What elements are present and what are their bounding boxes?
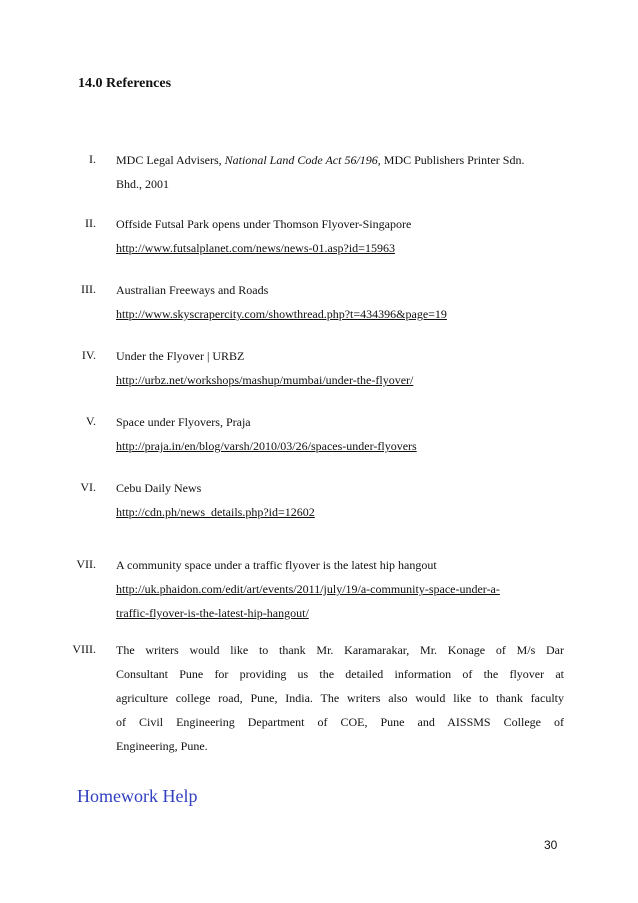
- homework-help-link[interactable]: Homework Help: [77, 786, 198, 806]
- reference-line: [116, 666, 564, 690]
- reference-number: IV.: [81, 348, 96, 362]
- reference-number: I.: [89, 152, 96, 166]
- reference-text: [116, 557, 564, 629]
- reference-line: [116, 714, 564, 738]
- reference-text-fragment: Bhd., 2001: [116, 177, 170, 191]
- reference-line: [116, 504, 564, 528]
- reference-text-fragment: agriculture college road, Pune, India. The writers also would like to thank faculty: [116, 691, 564, 705]
- reference-number: VIII.: [72, 642, 96, 656]
- reference-line: [116, 176, 564, 200]
- reference-text-fragment: Australian Freeways and Roads: [116, 283, 269, 297]
- reference-line: [116, 738, 564, 762]
- reference-line: [116, 557, 564, 581]
- reference-text-fragment: Engineering, Pune.: [116, 739, 208, 753]
- reference-url-link[interactable]: http://urbz.net/workshops/mashup/mumbai/under-the-flyover/: [116, 373, 414, 387]
- reference-text: [116, 480, 564, 528]
- section-heading: 14.0 References: [78, 76, 172, 91]
- page-number: 30: [544, 838, 558, 852]
- reference-text-fragment: MDC Legal Advisers,: [116, 153, 225, 167]
- reference-text-fragment: of Civil Engineering Department of COE, Pune and AISSMS College of: [116, 715, 564, 729]
- reference-text-fragment: The writers would like to thank Mr. Karamarakar, Mr. Konage of M/s Dar: [116, 643, 564, 657]
- reference-text-fragment: A community space under a traffic flyover is the latest hip hangout: [116, 558, 437, 572]
- reference-line: [116, 642, 564, 666]
- reference-text-fragment: Consultant Pune for providing us the detailed information of the flyover at: [116, 667, 564, 681]
- reference-line: [116, 240, 564, 264]
- reference-text-fragment: , MDC Publishers Printer Sdn.: [377, 153, 525, 167]
- reference-number: II.: [85, 216, 96, 230]
- reference-line: [116, 216, 564, 240]
- reference-line: [116, 438, 564, 462]
- reference-url-link[interactable]: traffic-flyover-is-the-latest-hip-hangout/: [116, 606, 309, 620]
- reference-line: [116, 605, 564, 629]
- reference-number: III.: [81, 282, 96, 296]
- reference-line: [116, 348, 564, 372]
- reference-line: [116, 152, 564, 176]
- reference-text-fragment: Space under Flyovers, Praja: [116, 415, 251, 429]
- reference-line: [116, 480, 564, 504]
- reference-url-link[interactable]: http://cdn.ph/news_details.php?id=12602: [116, 505, 315, 519]
- reference-text: [116, 216, 564, 264]
- reference-number: V.: [85, 414, 96, 428]
- reference-text: [116, 282, 564, 330]
- reference-line: [116, 282, 564, 306]
- reference-number: VI.: [80, 480, 96, 494]
- reference-line: [116, 581, 564, 605]
- reference-url-link[interactable]: http://www.skyscrapercity.com/showthread.php?t=434396&page=19: [116, 307, 447, 321]
- reference-text-fragment: Cebu Daily News: [116, 481, 202, 495]
- reference-text: [116, 152, 564, 200]
- reference-text-fragment: Under the Flyover | URBZ: [116, 349, 245, 363]
- reference-line: [116, 372, 564, 396]
- reference-title-italic: National Land Code Act 56/196: [224, 153, 378, 167]
- reference-url-link[interactable]: http://uk.phaidon.com/edit/art/events/2011/july/19/a-community-space-under-a-: [116, 582, 500, 596]
- reference-line: [116, 690, 564, 714]
- reference-url-link[interactable]: http://www.futsalplanet.com/news/news-01.asp?id=15963: [116, 241, 395, 255]
- reference-number: VII.: [76, 557, 96, 571]
- reference-text: [116, 642, 564, 762]
- reference-line: [116, 414, 564, 438]
- reference-url-link[interactable]: http://praja.in/en/blog/varsh/2010/03/26/spaces-under-flyovers: [116, 439, 417, 453]
- reference-line: [116, 306, 564, 330]
- reference-text: [116, 414, 564, 462]
- reference-text-fragment: Offside Futsal Park opens under Thomson Flyover-Singapore: [116, 217, 412, 231]
- reference-text: [116, 348, 564, 396]
